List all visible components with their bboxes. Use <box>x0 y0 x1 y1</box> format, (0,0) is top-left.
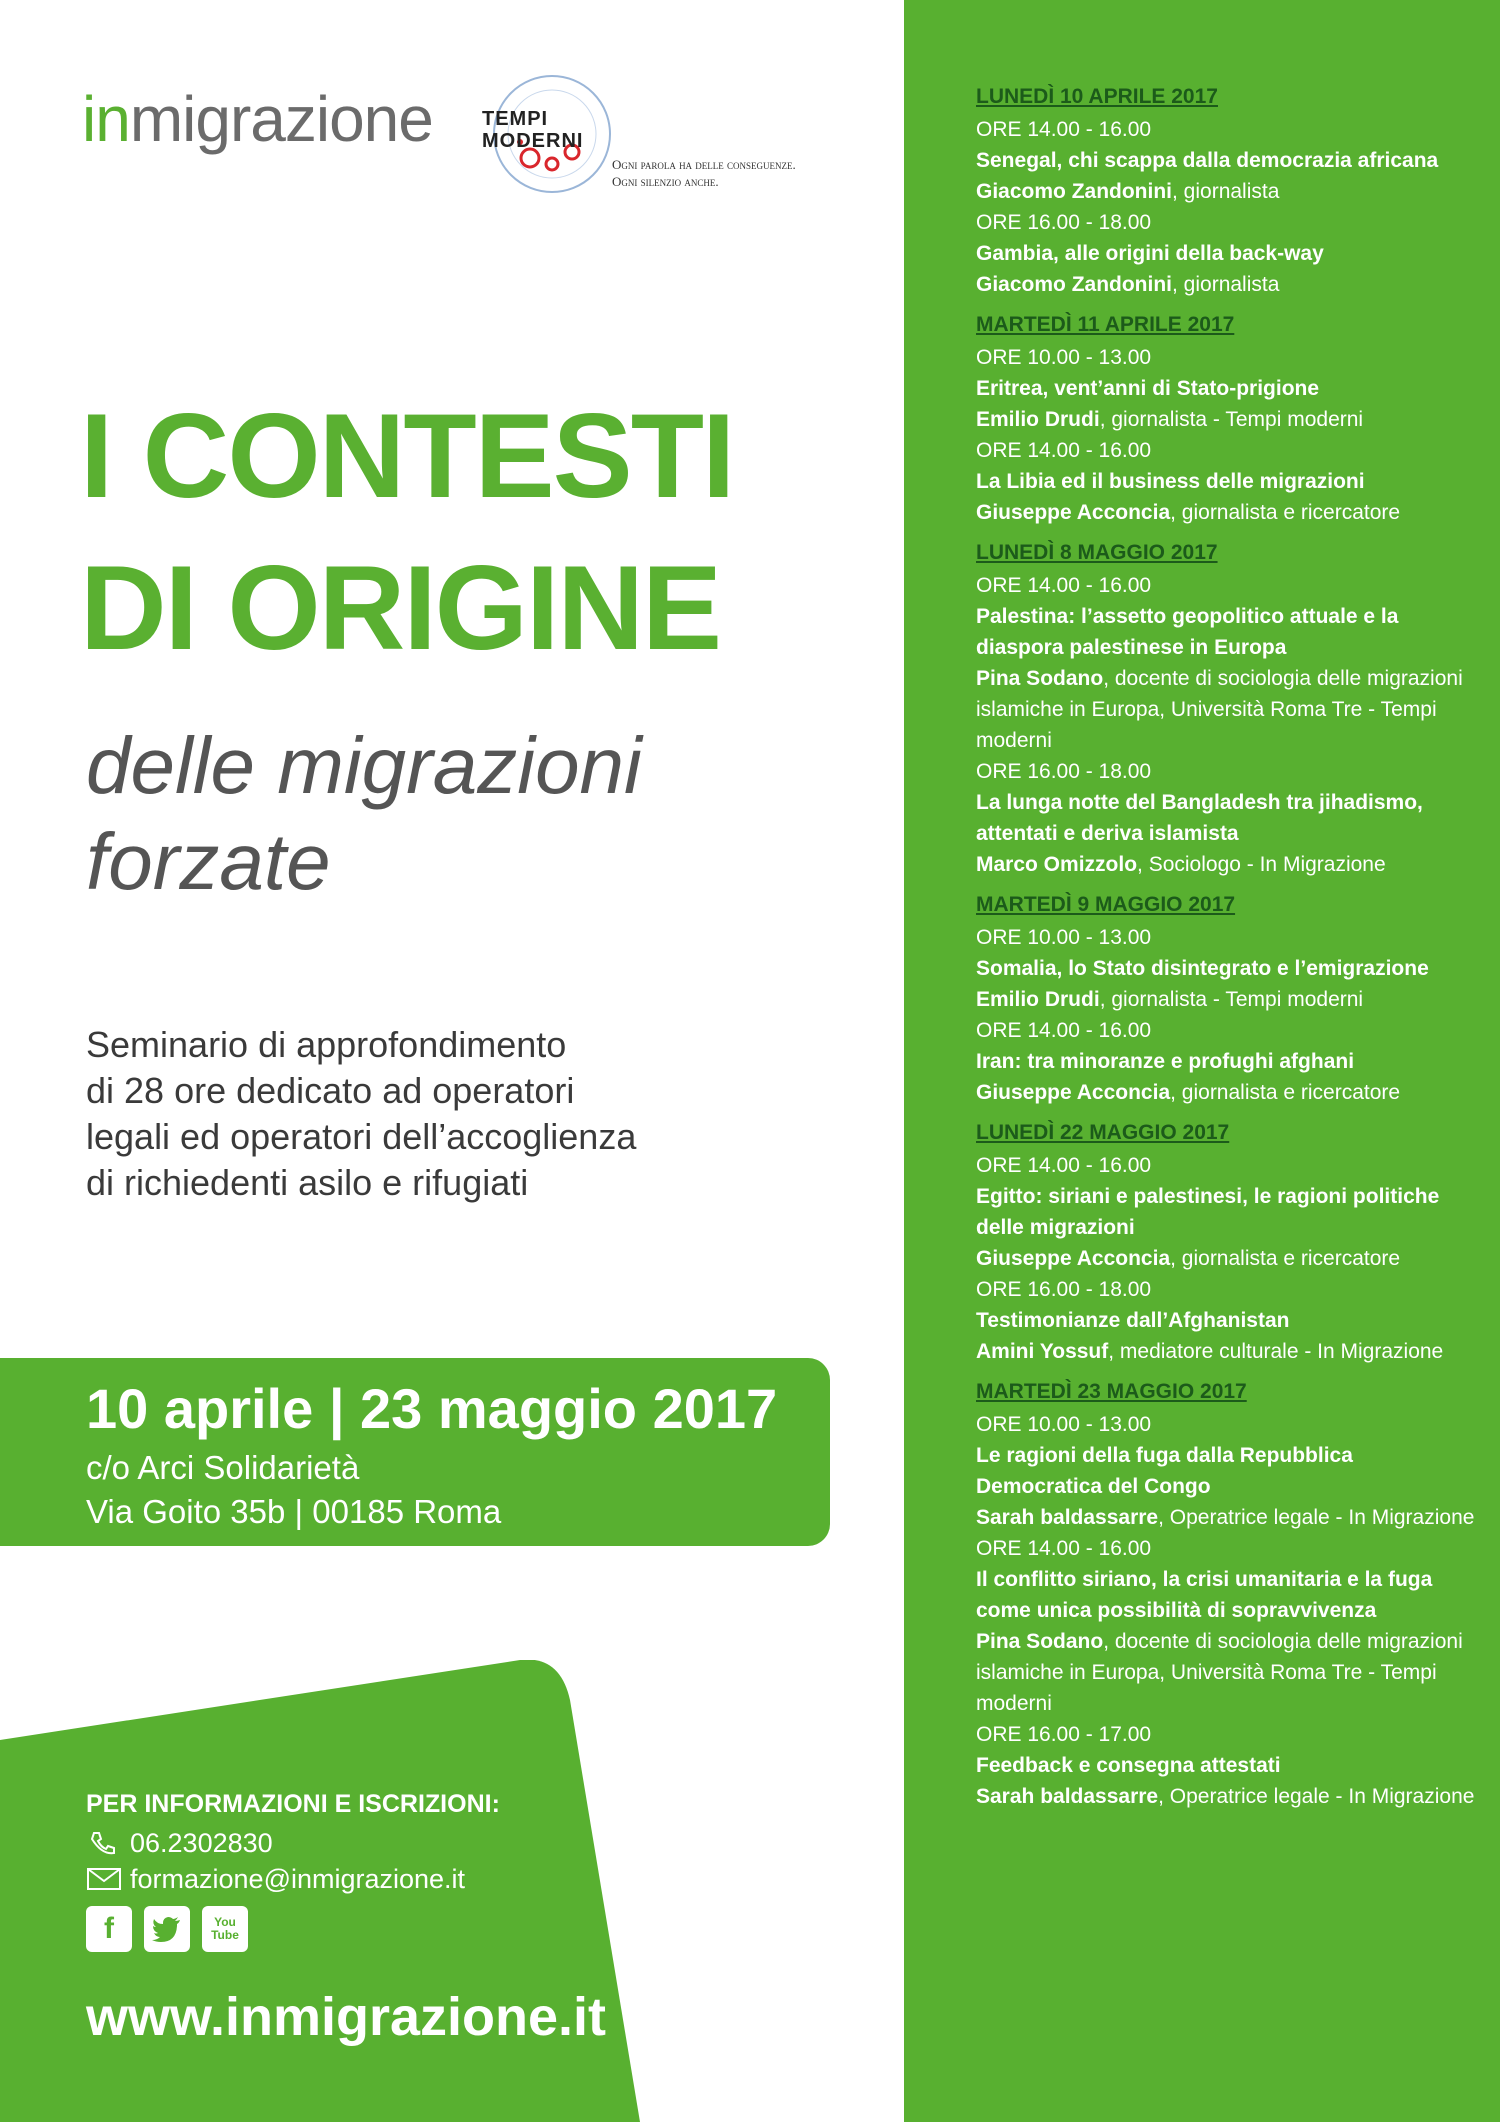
event-dates: 10 aprile | 23 maggio 2017 <box>86 1377 778 1440</box>
main-subtitle-italic <box>86 718 642 910</box>
schedule-slot <box>976 435 1476 528</box>
slot-speaker <box>976 663 1476 756</box>
title-line1: I CONTESTI <box>80 389 734 523</box>
speaker-name: Giuseppe Acconcia <box>976 1247 1171 1270</box>
youtube-icon[interactable]: You Tube <box>202 1906 248 1952</box>
slot-speaker <box>976 1243 1476 1274</box>
speaker-role: , giornalista e ricercatore <box>1170 501 1401 524</box>
speaker-name: Giuseppe Acconcia <box>976 501 1171 524</box>
logo-text-in: in <box>82 83 130 155</box>
day-heading: MARTEDÌ 11 APRILE 2017 <box>976 313 1235 336</box>
slot-title: Feedback e consegna attestati <box>976 1754 1281 1777</box>
slot-title: Eritrea, vent’anni di Stato-prigione <box>976 377 1320 400</box>
email-row[interactable] <box>86 1861 500 1897</box>
slot-title: Iran: tra minoranze e profughi afghani <box>976 1050 1355 1073</box>
slot-speaker <box>976 1502 1476 1533</box>
description-line: di 28 ore dedicato ad operatori <box>86 1070 575 1111</box>
tempi-moderni-title <box>482 108 583 152</box>
tempi-moderni-motto <box>612 156 796 190</box>
slot-speaker <box>976 404 1476 435</box>
speaker-name: Sarah baldassarre <box>976 1785 1159 1808</box>
phone-number[interactable]: 06.2302830 <box>130 1828 273 1858</box>
venue-line1: c/o Arci Solidarietà <box>86 1449 360 1486</box>
description-line: Seminario di approfondimento <box>86 1024 567 1065</box>
slot-time: ORE 16.00 - 18.00 <box>976 760 1152 783</box>
speaker-role: , giornalista - Tempi moderni <box>1099 408 1364 431</box>
slot-title: Il conflitto siriano, la crisi umanitaria e la fuga come unica possibilità di sopravvivenza <box>976 1568 1433 1622</box>
contact-info <box>86 1790 500 1897</box>
speaker-role: , Operatrice legale - In Migrazione <box>1158 1506 1475 1529</box>
twitter-icon[interactable] <box>144 1906 190 1952</box>
slot-time: ORE 16.00 - 18.00 <box>976 1278 1152 1301</box>
speaker-name: Pina Sodano <box>976 667 1104 690</box>
schedule-day <box>976 80 1476 300</box>
speaker-name: Giacomo Zandonini <box>976 273 1173 296</box>
slot-title: Egitto: siriani e palestinesi, le ragioni politiche delle migrazioni <box>976 1185 1440 1239</box>
schedule-slot <box>976 207 1476 300</box>
speaker-role: , giornalista e ricercatore <box>1170 1081 1401 1104</box>
slot-time: ORE 14.00 - 16.00 <box>976 1019 1152 1042</box>
venue-line2: Via Goito 35b | 00185 Roma <box>86 1493 502 1530</box>
schedule-day <box>976 1375 1476 1812</box>
speaker-role: , giornalista - Tempi moderni <box>1099 988 1364 1011</box>
tm-motto-line2: Ogni silenzio anche. <box>612 174 719 189</box>
contact-heading: PER INFORMAZIONI E ISCRIZIONI: <box>86 1790 500 1818</box>
day-heading: MARTEDÌ 9 MAGGIO 2017 <box>976 893 1236 916</box>
speaker-name: Emilio Drudi <box>976 988 1100 1011</box>
speaker-name: Marco Omizzolo <box>976 853 1138 876</box>
slot-title: Gambia, alle origini della back-way <box>976 242 1324 265</box>
slot-title: Senegal, chi scappa dalla democrazia africana <box>976 149 1439 172</box>
schedule-list <box>976 80 1476 1820</box>
schedule-slot <box>976 922 1476 1015</box>
schedule-day <box>976 888 1476 1108</box>
slot-time: ORE 10.00 - 13.00 <box>976 346 1152 369</box>
schedule-slot <box>976 1719 1476 1812</box>
schedule-slot <box>976 114 1476 207</box>
slot-speaker <box>976 497 1476 528</box>
slot-time: ORE 14.00 - 16.00 <box>976 1537 1152 1560</box>
day-heading: LUNEDÌ 10 APRILE 2017 <box>976 85 1218 108</box>
tempi-moderni-logo <box>480 72 900 212</box>
speaker-name: Pina Sodano <box>976 1630 1104 1653</box>
description-line: di richiedenti asilo e rifugiati <box>86 1162 529 1203</box>
inmigrazione-logo <box>82 82 433 156</box>
slot-title: Palestina: l’assetto geopolitico attuale e la diaspora palestinese in Europa <box>976 605 1399 659</box>
day-heading: MARTEDÌ 23 MAGGIO 2017 <box>976 1380 1247 1403</box>
schedule-day <box>976 308 1476 528</box>
slot-speaker <box>976 1077 1476 1108</box>
schedule-day <box>976 536 1476 880</box>
event-venue <box>86 1446 501 1534</box>
slot-title: La Libia ed il business delle migrazioni <box>976 470 1365 493</box>
speaker-role: , giornalista <box>1172 273 1280 296</box>
speaker-role: , docente di sociologia delle migrazioni islamiche in Europa, Università Roma Tre - Tempi moderni <box>976 1630 1463 1715</box>
slot-title: Testimonianze dall’Afghanistan <box>976 1309 1290 1332</box>
speaker-role: , mediatore culturale - In Migrazione <box>1108 1340 1444 1363</box>
envelope-icon <box>86 1865 122 1893</box>
phone-row[interactable] <box>86 1825 500 1861</box>
website-link[interactable]: www.inmigrazione.it <box>86 1987 607 2047</box>
schedule-slot <box>976 1150 1476 1274</box>
slot-time: ORE 14.00 - 16.00 <box>976 439 1152 462</box>
slot-time: ORE 10.00 - 13.00 <box>976 1413 1152 1436</box>
tm-title-line1: TEMPI <box>482 108 549 130</box>
slot-speaker <box>976 849 1476 880</box>
title-line3: delle migrazioni <box>86 721 642 810</box>
speaker-name: Amini Yossuf <box>976 1340 1109 1363</box>
tm-motto-line1: Ogni parola ha delle conseguenze. <box>612 157 796 172</box>
tm-title-line2: MODERNI <box>482 130 584 152</box>
speaker-name: Sarah baldassarre <box>976 1506 1159 1529</box>
speaker-name: Giuseppe Acconcia <box>976 1081 1171 1104</box>
slot-title: Somalia, lo Stato disintegrato e l’emigrazione <box>976 957 1429 980</box>
slot-speaker <box>976 269 1476 300</box>
social-links <box>86 1906 248 1952</box>
slot-time: ORE 14.00 - 16.00 <box>976 574 1152 597</box>
schedule-slot <box>976 756 1476 880</box>
seminar-description <box>86 1022 636 1206</box>
phone-icon <box>86 1829 122 1857</box>
slot-time: ORE 14.00 - 16.00 <box>976 118 1152 141</box>
speaker-role: , giornalista <box>1172 180 1280 203</box>
day-heading: LUNEDÌ 22 MAGGIO 2017 <box>976 1121 1230 1144</box>
schedule-slot <box>976 1409 1476 1533</box>
schedule-slot <box>976 1533 1476 1719</box>
slot-time: ORE 16.00 - 18.00 <box>976 211 1152 234</box>
email-address[interactable]: formazione@inmigrazione.it <box>130 1864 466 1894</box>
speaker-role: , Operatrice legale - In Migrazione <box>1158 1785 1475 1808</box>
speaker-role: , giornalista e ricercatore <box>1170 1247 1401 1270</box>
slot-speaker <box>976 984 1476 1015</box>
schedule-slot <box>976 1015 1476 1108</box>
event-date-box <box>0 1358 830 1546</box>
speaker-role: , Sociologo - In Migrazione <box>1137 853 1386 876</box>
slot-speaker <box>976 1626 1476 1719</box>
title-line4: forzate <box>86 817 331 906</box>
slot-time: ORE 16.00 - 17.00 <box>976 1723 1152 1746</box>
schedule-slot <box>976 570 1476 756</box>
schedule-day <box>976 1116 1476 1367</box>
facebook-icon[interactable]: f <box>86 1906 132 1952</box>
day-heading: LUNEDÌ 8 MAGGIO 2017 <box>976 541 1218 564</box>
slot-time: ORE 10.00 - 13.00 <box>976 926 1152 949</box>
speaker-name: Emilio Drudi <box>976 408 1100 431</box>
speaker-role: , docente di sociologia delle migrazioni islamiche in Europa, Università Roma Tre - Tempi moderni <box>976 667 1463 752</box>
slot-title: La lunga notte del Bangladesh tra jihadismo, attentati e deriva islamista <box>976 791 1423 845</box>
speaker-name: Giacomo Zandonini <box>976 180 1173 203</box>
slot-speaker <box>976 1336 1476 1367</box>
schedule-slot <box>976 1274 1476 1367</box>
description-line: legali ed operatori dell’accoglienza <box>86 1116 637 1157</box>
slot-speaker <box>976 1781 1476 1812</box>
main-title <box>80 380 733 684</box>
title-line2: DI ORIGINE <box>80 541 721 675</box>
slot-time: ORE 14.00 - 16.00 <box>976 1154 1152 1177</box>
slot-speaker <box>976 176 1476 207</box>
slot-title: Le ragioni della fuga dalla Repubblica Democratica del Congo <box>976 1444 1353 1498</box>
logo-text-migrazione: migrazione <box>129 83 433 155</box>
schedule-slot <box>976 342 1476 435</box>
